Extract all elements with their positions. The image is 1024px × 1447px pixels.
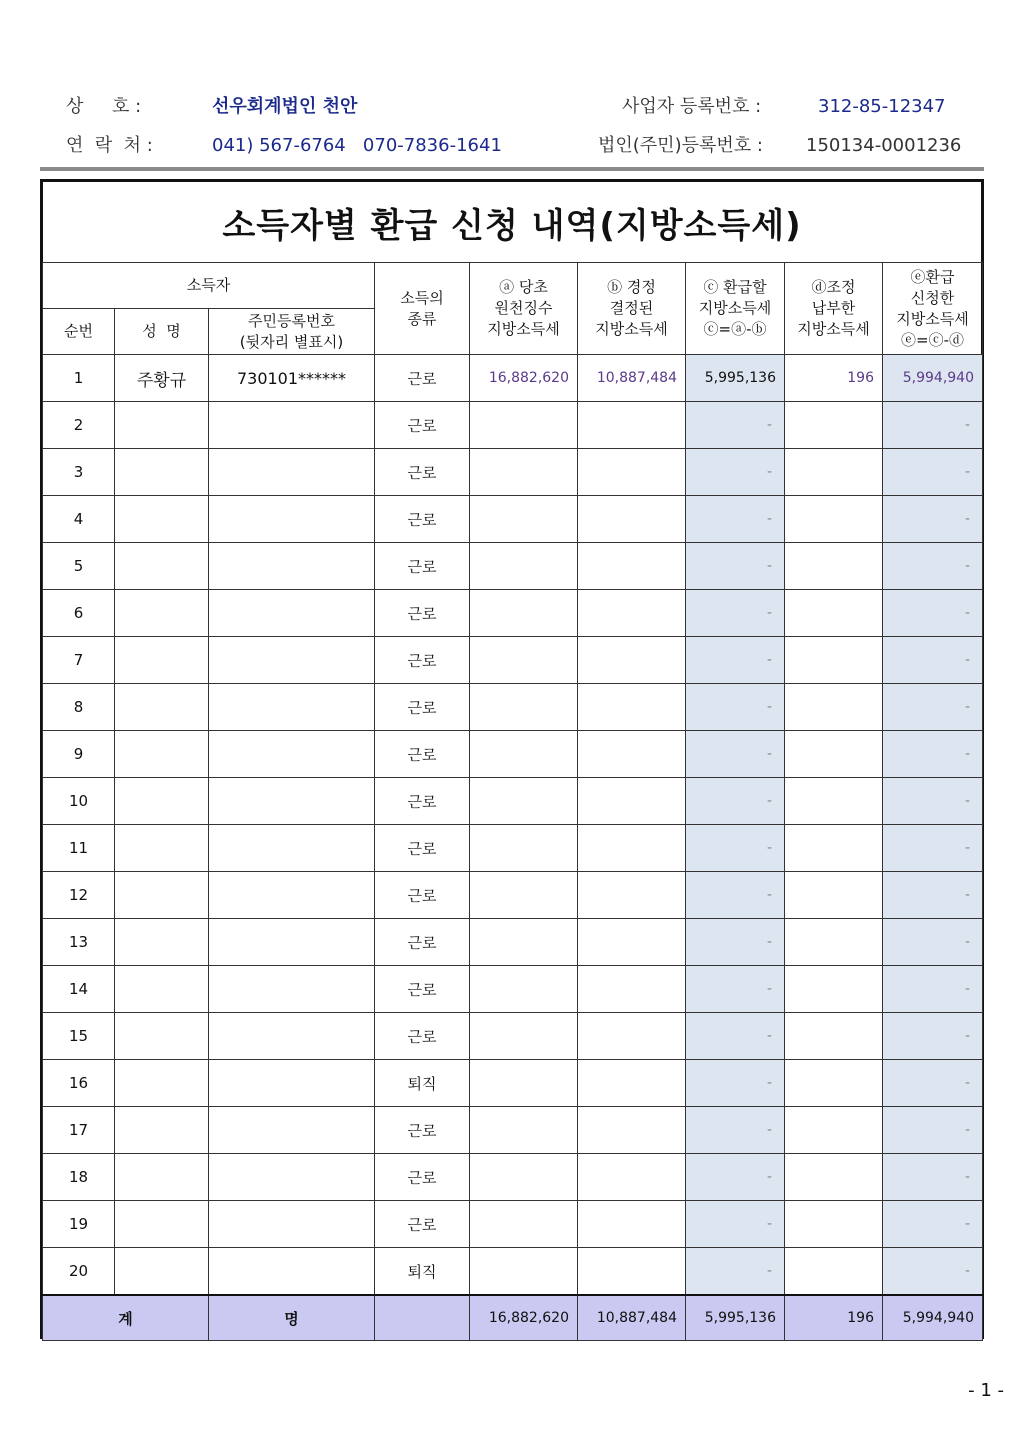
c-cell: 5,995,136 — [686, 355, 785, 402]
d-cell — [785, 966, 883, 1013]
col-b-line1: ⓑ 경정 — [607, 278, 656, 296]
b-cell — [578, 449, 686, 496]
biz-no-label: 사업자 등록번호 : — [622, 96, 762, 117]
b-cell — [578, 637, 686, 684]
name-cell — [115, 684, 209, 731]
e-cell: - — [883, 496, 983, 543]
contact-label: 연 락 처 : — [66, 135, 153, 156]
kind-cell: 근로 — [375, 825, 470, 872]
kind-cell: 근로 — [375, 355, 470, 402]
c-cell: - — [686, 1107, 785, 1154]
name-cell: 주황규 — [115, 355, 209, 402]
rrn-cell — [209, 919, 375, 966]
seq-cell: 16 — [43, 1060, 115, 1107]
d-cell — [785, 1201, 883, 1248]
total-count-unit: 명 — [209, 1295, 375, 1341]
table-row — [43, 919, 983, 966]
b-cell — [578, 966, 686, 1013]
c-cell: - — [686, 966, 785, 1013]
table-row — [43, 1154, 983, 1201]
a-cell — [470, 1154, 578, 1201]
header-rule — [40, 167, 984, 171]
b-cell — [578, 684, 686, 731]
rrn-cell — [209, 590, 375, 637]
b-cell — [578, 1013, 686, 1060]
col-b-line3: 지방소득세 — [595, 320, 668, 338]
table-row — [43, 355, 983, 402]
total-label: 계 — [43, 1295, 209, 1341]
seq-cell: 5 — [43, 543, 115, 590]
d-cell — [785, 1107, 883, 1154]
table-row — [43, 872, 983, 919]
d-cell — [785, 1013, 883, 1060]
table-row — [43, 1248, 983, 1296]
b-cell — [578, 1154, 686, 1201]
e-cell: - — [883, 825, 983, 872]
rrn-cell — [209, 966, 375, 1013]
table-row — [43, 449, 983, 496]
a-cell — [470, 1201, 578, 1248]
e-cell: - — [883, 1154, 983, 1201]
b-cell: 10,887,484 — [578, 355, 686, 402]
name-cell — [115, 966, 209, 1013]
rrn-cell — [209, 872, 375, 919]
col-a-header — [470, 263, 578, 355]
c-cell: - — [686, 1060, 785, 1107]
rrn-cell — [209, 825, 375, 872]
a-cell — [470, 1107, 578, 1154]
col-e-line2: 신청한 — [910, 288, 955, 307]
d-cell — [785, 919, 883, 966]
d-cell — [785, 731, 883, 778]
name-cell — [115, 919, 209, 966]
col-b-header — [578, 263, 686, 355]
kind-cell: 근로 — [375, 778, 470, 825]
col-e-line4: ⓔ=ⓒ-ⓓ — [901, 330, 964, 349]
total-b: 10,887,484 — [578, 1295, 686, 1341]
seq-cell: 1 — [43, 355, 115, 402]
seq-cell: 10 — [43, 778, 115, 825]
name-cell — [115, 496, 209, 543]
name-cell — [115, 1248, 209, 1296]
rrn-cell — [209, 1154, 375, 1201]
col-c-line1: ⓒ 환급할 — [703, 278, 767, 296]
seq-cell: 14 — [43, 966, 115, 1013]
total-d: 196 — [785, 1295, 883, 1341]
b-cell — [578, 496, 686, 543]
e-cell: - — [883, 1013, 983, 1060]
e-cell: - — [883, 872, 983, 919]
seq-cell: 7 — [43, 637, 115, 684]
total-e: 5,994,940 — [883, 1295, 983, 1341]
earner-group-header: 소득자 — [43, 263, 375, 309]
seq-cell: 4 — [43, 496, 115, 543]
a-cell — [470, 778, 578, 825]
kind-cell: 근로 — [375, 590, 470, 637]
col-b-line2: 결정된 — [609, 299, 654, 317]
e-cell: - — [883, 637, 983, 684]
col-a-line2: 원천징수 — [494, 299, 553, 317]
table-row — [43, 966, 983, 1013]
b-cell — [578, 1060, 686, 1107]
c-cell: - — [686, 590, 785, 637]
name-cell — [115, 1201, 209, 1248]
kind-cell: 근로 — [375, 966, 470, 1013]
d-cell — [785, 872, 883, 919]
kind-cell: 퇴직 — [375, 1060, 470, 1107]
col-d-line2: 납부한 — [811, 299, 856, 317]
col-c-line3: ⓒ=ⓐ-ⓑ — [703, 320, 767, 338]
rrn-cell — [209, 1107, 375, 1154]
e-cell: - — [883, 590, 983, 637]
name-cell — [115, 1060, 209, 1107]
a-cell — [470, 590, 578, 637]
name-cell — [115, 543, 209, 590]
kind-cell: 근로 — [375, 731, 470, 778]
table-row — [43, 684, 983, 731]
a-cell — [470, 1013, 578, 1060]
a-cell: 16,882,620 — [470, 355, 578, 402]
e-cell: - — [883, 684, 983, 731]
col-e-line1: ⓔ환급 — [910, 267, 955, 286]
rrn-cell — [209, 1013, 375, 1060]
d-cell — [785, 1248, 883, 1296]
name-cell — [115, 1013, 209, 1060]
rrn-cell — [209, 1248, 375, 1296]
page-title: 소득자별 환급 신청 내역(지방소득세) — [222, 205, 802, 246]
name-header: 성 명 — [115, 309, 209, 355]
table-row — [43, 731, 983, 778]
total-c: 5,995,136 — [686, 1295, 785, 1341]
d-cell — [785, 496, 883, 543]
col-d-line1: ⓓ조정 — [811, 278, 856, 296]
rrn-cell — [209, 1201, 375, 1248]
kind-cell: 근로 — [375, 872, 470, 919]
a-cell — [470, 449, 578, 496]
c-cell: - — [686, 872, 785, 919]
seq-cell: 2 — [43, 402, 115, 449]
e-cell: - — [883, 731, 983, 778]
page-number: - 1 - — [968, 1380, 1004, 1401]
e-cell: - — [883, 402, 983, 449]
rrn-cell — [209, 637, 375, 684]
rrn-cell — [209, 731, 375, 778]
c-cell: - — [686, 449, 785, 496]
kind-cell: 근로 — [375, 1154, 470, 1201]
e-cell: - — [883, 449, 983, 496]
table-row — [43, 778, 983, 825]
table-row — [43, 590, 983, 637]
c-cell: - — [686, 684, 785, 731]
name-cell — [115, 402, 209, 449]
c-cell: - — [686, 919, 785, 966]
b-cell — [578, 919, 686, 966]
e-cell: - — [883, 778, 983, 825]
rrn-cell — [209, 778, 375, 825]
a-cell — [470, 872, 578, 919]
kind-cell: 근로 — [375, 1107, 470, 1154]
a-cell — [470, 543, 578, 590]
c-cell: - — [686, 543, 785, 590]
b-cell — [578, 1248, 686, 1296]
b-cell — [578, 1201, 686, 1248]
b-cell — [578, 731, 686, 778]
name-cell — [115, 731, 209, 778]
total-a: 16,882,620 — [470, 1295, 578, 1341]
a-cell — [470, 402, 578, 449]
seq-cell: 9 — [43, 731, 115, 778]
a-cell — [470, 496, 578, 543]
seq-cell: 19 — [43, 1201, 115, 1248]
rrn-cell — [209, 543, 375, 590]
d-cell — [785, 1060, 883, 1107]
rrn-cell — [209, 1060, 375, 1107]
corp-no: 150134-0001236 — [806, 135, 962, 156]
name-cell — [115, 778, 209, 825]
a-cell — [470, 684, 578, 731]
seq-cell: 6 — [43, 590, 115, 637]
table-row — [43, 1201, 983, 1248]
b-cell — [578, 872, 686, 919]
b-cell — [578, 402, 686, 449]
d-cell — [785, 590, 883, 637]
name-cell — [115, 825, 209, 872]
rrn-cell — [209, 402, 375, 449]
e-cell: - — [883, 919, 983, 966]
name-cell — [115, 1107, 209, 1154]
col-d-header — [785, 263, 883, 355]
table-row — [43, 637, 983, 684]
name-cell — [115, 590, 209, 637]
c-cell: - — [686, 778, 785, 825]
c-cell: - — [686, 1013, 785, 1060]
col-c-line2: 지방소득세 — [698, 299, 772, 317]
kind-cell: 퇴직 — [375, 1248, 470, 1296]
kind-cell: 근로 — [375, 1013, 470, 1060]
rrn-cell — [209, 684, 375, 731]
rrn-header-line1: 주민등록번호 — [248, 311, 335, 330]
b-cell — [578, 778, 686, 825]
table-row — [43, 1013, 983, 1060]
name-cell — [115, 872, 209, 919]
corp-no-label: 법인(주민)등록번호 : — [598, 135, 763, 156]
e-cell: - — [883, 1248, 983, 1296]
col-a-line3: 지방소득세 — [487, 320, 560, 338]
seq-cell: 20 — [43, 1248, 115, 1296]
d-cell: 196 — [785, 355, 883, 402]
table-row — [43, 496, 983, 543]
c-cell: - — [686, 1201, 785, 1248]
d-cell — [785, 684, 883, 731]
table-row — [43, 825, 983, 872]
a-cell — [470, 825, 578, 872]
name-cell — [115, 1154, 209, 1201]
rrn-header — [209, 309, 375, 355]
a-cell — [470, 637, 578, 684]
seq-cell: 11 — [43, 825, 115, 872]
table-row — [43, 1060, 983, 1107]
e-cell: - — [883, 1107, 983, 1154]
b-cell — [578, 590, 686, 637]
c-cell: - — [686, 825, 785, 872]
income-kind-header — [375, 263, 470, 355]
d-cell — [785, 543, 883, 590]
col-d-line3: 지방소득세 — [797, 320, 870, 338]
seq-header: 순번 — [43, 309, 115, 355]
seq-cell: 17 — [43, 1107, 115, 1154]
rrn-header-line2: (뒷자리 별표시) — [239, 332, 344, 351]
company-name: 선우회계법인 천안 — [212, 96, 358, 117]
table-row — [43, 402, 983, 449]
d-cell — [785, 825, 883, 872]
a-cell — [470, 1060, 578, 1107]
table-row — [43, 543, 983, 590]
c-cell: - — [686, 1154, 785, 1201]
col-e-header — [883, 263, 983, 355]
kind-cell: 근로 — [375, 1201, 470, 1248]
a-cell — [470, 919, 578, 966]
a-cell — [470, 731, 578, 778]
name-cell — [115, 637, 209, 684]
kind-cell: 근로 — [375, 684, 470, 731]
seq-cell: 12 — [43, 872, 115, 919]
seq-cell: 8 — [43, 684, 115, 731]
seq-cell: 3 — [43, 449, 115, 496]
a-cell — [470, 1248, 578, 1296]
b-cell — [578, 825, 686, 872]
total-row — [43, 1295, 983, 1341]
refund-table — [42, 262, 983, 1341]
contact-phone: 041) 567-6764 070-7836-1641 — [212, 135, 502, 156]
rrn-cell — [209, 496, 375, 543]
c-cell: - — [686, 731, 785, 778]
b-cell — [578, 543, 686, 590]
e-cell: 5,994,940 — [883, 355, 983, 402]
e-cell: - — [883, 1060, 983, 1107]
e-cell: - — [883, 543, 983, 590]
b-cell — [578, 1107, 686, 1154]
c-cell: - — [686, 402, 785, 449]
d-cell — [785, 778, 883, 825]
total-kind-blank — [375, 1295, 470, 1341]
rrn-cell — [209, 449, 375, 496]
kind-cell: 근로 — [375, 637, 470, 684]
e-cell: - — [883, 1201, 983, 1248]
d-cell — [785, 1154, 883, 1201]
name-cell — [115, 449, 209, 496]
col-e-line3: 지방소득세 — [896, 309, 969, 328]
c-cell: - — [686, 637, 785, 684]
income-kind-line1: 소득의 — [400, 288, 444, 307]
biz-no: 312-85-12347 — [818, 96, 946, 117]
seq-cell: 15 — [43, 1013, 115, 1060]
e-cell: - — [883, 966, 983, 1013]
c-cell: - — [686, 1248, 785, 1296]
kind-cell: 근로 — [375, 543, 470, 590]
income-kind-line2: 종류 — [407, 309, 437, 328]
kind-cell: 근로 — [375, 402, 470, 449]
col-a-line1: ⓐ 당초 — [499, 278, 548, 296]
d-cell — [785, 637, 883, 684]
kind-cell: 근로 — [375, 919, 470, 966]
seq-cell: 18 — [43, 1154, 115, 1201]
d-cell — [785, 449, 883, 496]
c-cell: - — [686, 496, 785, 543]
company-label: 상 호 : — [66, 96, 142, 117]
seq-cell: 13 — [43, 919, 115, 966]
a-cell — [470, 966, 578, 1013]
table-row — [43, 1107, 983, 1154]
kind-cell: 근로 — [375, 496, 470, 543]
rrn-cell: 730101****** — [209, 355, 375, 402]
d-cell — [785, 402, 883, 449]
kind-cell: 근로 — [375, 449, 470, 496]
col-c-header — [686, 263, 785, 355]
